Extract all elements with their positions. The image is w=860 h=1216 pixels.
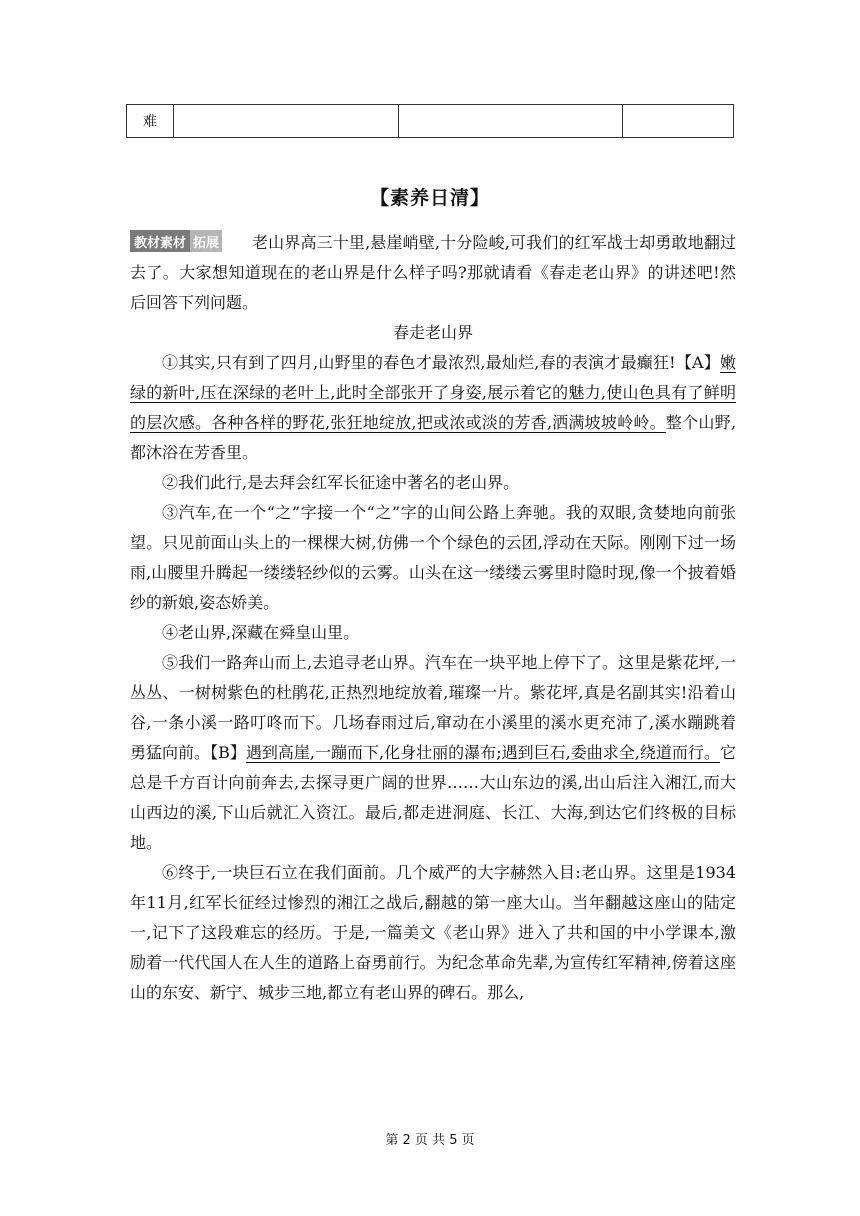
table-cell-empty xyxy=(173,105,398,137)
marker-a: 【A】 xyxy=(675,353,720,372)
paragraph-6: ⑥终于,一块巨石立在我们面前。几个威严的大字赫然入目:老山界。这里是1934年11月,红军长征经过惨烈的湘江之战后,翻越的第一座大山。当年翻越这座山的陆定一,记下了这段难忘的经历。于是,一篇美文《老山界》进入了共和国的中小学课本,激励着一代代国人在人生的道路上奋勇前行。为纪念革命先辈,为宣传红军精神,傍着这座山的东安、新宁、城步三地,都立有老山界的碑石。那么, xyxy=(130,863,736,1002)
intro-paragraph: 老山界高三十里,悬崖峭壁,十分险峻,可我们的红军战士却勇敢地翻过去了。大家想知道现在的老山界是什么样子吗?那就请看《春走老山界》的讲述吧!然后回答下列问题。 xyxy=(130,233,736,312)
p1-lead: ①其实,只有到了四月,山野里的春色才最浓烈,最灿烂,春的表演才最癫狂! xyxy=(162,353,676,372)
paragraph-4: ④老山界,深藏在舜皇山里。 xyxy=(162,623,360,642)
p5-lead: ⑤我们一路奔山而上,去追寻老山界。汽车在一块平地上停下了。这里是紫花坪,一丛丛、一树树紫色的杜鹃花,正热烈地绽放着,璀璨一片。紫花坪,真是名副其实!沿着山谷,一条小溪一路叮咚而下。几场春雨过后,窜动在小溪里的溪水更充沛了,溪水蹦跳着勇猛向前。 xyxy=(130,653,736,762)
underlined-passage-b: 遇到高崖,一蹦而下,化身壮丽的瀑布;遇到巨石,委曲求全,绕道而行。 xyxy=(245,743,720,762)
table-cell-empty xyxy=(398,105,622,137)
p5-tail: 它总是千方百计向前奔去,去探寻更广阔的世界……大山东边的溪,出山后注入湘江,而大山西边的溪,下山后就汇入资江。最后,都走进洞庭、长江、大海,到达它们终极的目标地。 xyxy=(130,743,736,852)
section-title: 【素养日清】 xyxy=(369,187,490,209)
story-title: 春走老山界 xyxy=(392,323,473,342)
table-cell-label: 难 xyxy=(143,114,157,130)
underlined-passage-a: 嫩绿的新叶,压在深绿的老叶上,此时全部张开了身姿,展示着它的魅力,使山色具有了鲜明的层次感。各种各样的野花,张狂地绽放,把或浓或淡的芳香,洒满坡坡岭岭。 xyxy=(130,353,736,432)
p1-tail: 整个山野,都沐浴在芳香里。 xyxy=(130,413,736,462)
table-cell-empty xyxy=(622,105,733,137)
paragraph-1 xyxy=(130,348,736,468)
table-row xyxy=(126,104,734,138)
paragraph-2: ②我们此行,是去拜会红军长征途中著名的老山界。 xyxy=(162,473,520,492)
marker-b: 【B】 xyxy=(210,743,246,762)
page-footer: 第 2 页 共 5 页 xyxy=(385,1133,475,1148)
badge-part-expand: 拓展 xyxy=(190,230,222,252)
paragraph-5 xyxy=(130,648,736,858)
document-body xyxy=(130,228,736,1008)
paragraph-3: ③汽车,在一个“之”字接一个“之”字的山间公路上奔驰。我的双眼,贪婪地向前张望。只见前面山头上的一棵棵大树,仿佛一个个绿色的云团,浮动在天际。刚刚下过一场雨,山腰里升腾起一缕缕轻纱似的云雾。山头在这一缕缕云雾里时隐时现,像一个披着婚纱的新娘,姿态娇美。 xyxy=(130,503,736,612)
badge-part-material: 教材素材 xyxy=(130,230,190,252)
